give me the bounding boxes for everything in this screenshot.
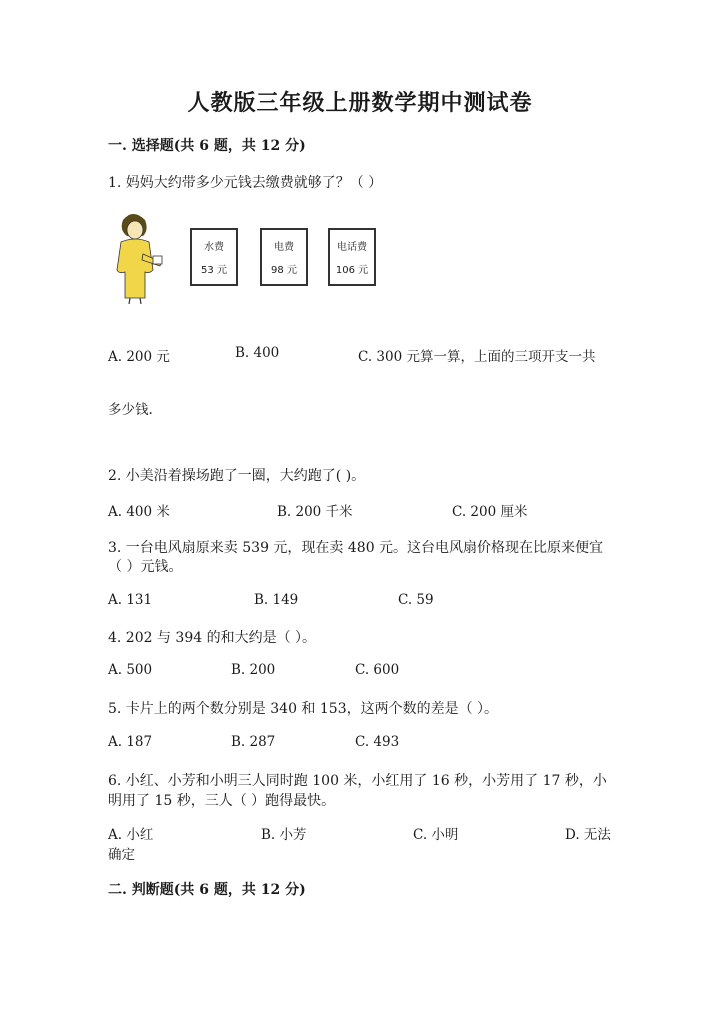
question-3-line-2: （ ）元钱。 (108, 559, 183, 575)
question-6-line-2: 明用了 15 秒，三人（ ）跑得最快。 (108, 793, 336, 809)
q2-option-c[interactable]: C. 200 厘米 (452, 504, 528, 520)
bill-value: 106 元 (335, 265, 369, 276)
q3-option-a[interactable]: A. 131 (108, 592, 153, 608)
question-4: 4. 202 与 394 的和大约是（ ）。 (108, 630, 317, 646)
q4-option-c[interactable]: C. 600 (355, 662, 400, 678)
q5-option-c[interactable]: C. 493 (355, 734, 400, 750)
q4-option-a[interactable]: A. 500 (108, 662, 153, 678)
q6-option-a[interactable]: A. 小红 (108, 827, 154, 843)
q1-option-a[interactable]: A. 200 元 (108, 349, 170, 365)
q6-option-d-continuation: 确定 (108, 847, 135, 863)
q6-option-d[interactable]: D. 无法 (565, 827, 611, 843)
section-heading-true-false: 二. 判断题(共 6 题，共 12 分) (108, 882, 306, 898)
q4-option-b[interactable]: B. 200 (231, 662, 276, 678)
page-title: 人教版三年级上册数学期中测试卷 (187, 90, 533, 116)
bill-label: 电费 (274, 242, 294, 253)
q1-option-c-continuation: 多少钱. (108, 402, 153, 418)
q2-option-a[interactable]: A. 400 米 (108, 504, 170, 520)
mother-figure-image (105, 210, 165, 305)
question-1-illustration (105, 210, 395, 305)
question-3-line-1: 3. 一台电风扇原来卖 539 元，现在卖 480 元。这台电风扇价格现在比原来便宜 (108, 540, 604, 556)
q6-option-c[interactable]: C. 小明 (413, 827, 459, 843)
q3-option-b[interactable]: B. 149 (254, 592, 299, 608)
phone-bill-card (328, 228, 376, 286)
bill-label: 水费 (204, 242, 224, 253)
electricity-bill-card (260, 228, 308, 286)
section-heading-choice: 一. 选择题(共 6 题，共 12 分) (108, 138, 306, 154)
water-bill-card (190, 228, 238, 286)
bill-label: 电话费 (337, 242, 367, 253)
q5-option-b[interactable]: B. 287 (231, 734, 276, 750)
question-2: 2. 小美沿着操场跑了一圈，大约跑了( )。 (108, 468, 366, 484)
bill-value: 98 元 (271, 265, 297, 276)
q6-option-b[interactable]: B. 小芳 (261, 827, 307, 843)
q1-option-b[interactable]: B. 400 (235, 345, 280, 361)
bill-value: 53 元 (201, 265, 227, 276)
q2-option-b[interactable]: B. 200 千米 (277, 504, 353, 520)
question-5: 5. 卡片上的两个数分别是 340 和 153，这两个数的差是（ ）。 (108, 701, 499, 717)
q3-option-c[interactable]: C. 59 (398, 592, 434, 608)
q5-option-a[interactable]: A. 187 (108, 734, 153, 750)
question-6-line-1: 6. 小红、小芳和小明三人同时跑 100 米，小红用了 16 秒，小芳用了 17 秒，小 (108, 773, 607, 789)
question-1: 1. 妈妈大约带多少元钱去缴费就够了？（ ） (108, 175, 383, 191)
q1-option-c[interactable]: C. 300 元算一算，上面的三项开支一共 (358, 349, 596, 365)
